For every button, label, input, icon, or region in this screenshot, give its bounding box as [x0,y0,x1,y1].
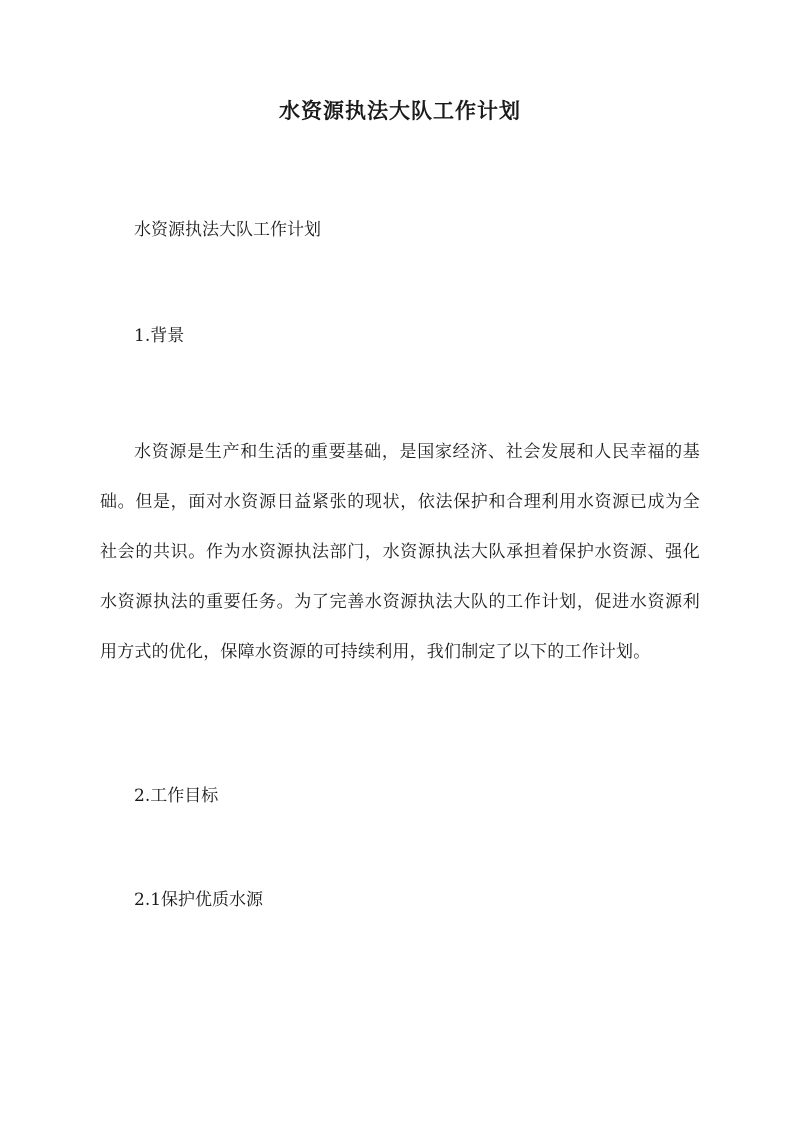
document-subtitle: 水资源执法大队工作计划 [134,220,321,240]
subsection-heading-protect-water: 2.1保护优质水源 [134,890,264,910]
background-paragraph: 水资源是生产和生活的重要基础，是国家经济、社会发展和人民幸福的基础。但是，面对水资源日益紧张的现状，依法保护和合理利用水资源已成为全社会的共识。作为水资源执法部门，水资源执法大队承担着保护水资源、强化水资源执法的重要任务。为了完善水资源执法大队的工作计划，促进水资源利用方式的优化，保障水资源的可持续利用，我们制定了以下的工作计划。 [100,442,700,662]
section-heading-goals: 2.工作目标 [134,786,219,806]
section-heading-background: 1.背景 [134,326,185,346]
document-title: 水资源执法大队工作计划 [279,98,521,123]
